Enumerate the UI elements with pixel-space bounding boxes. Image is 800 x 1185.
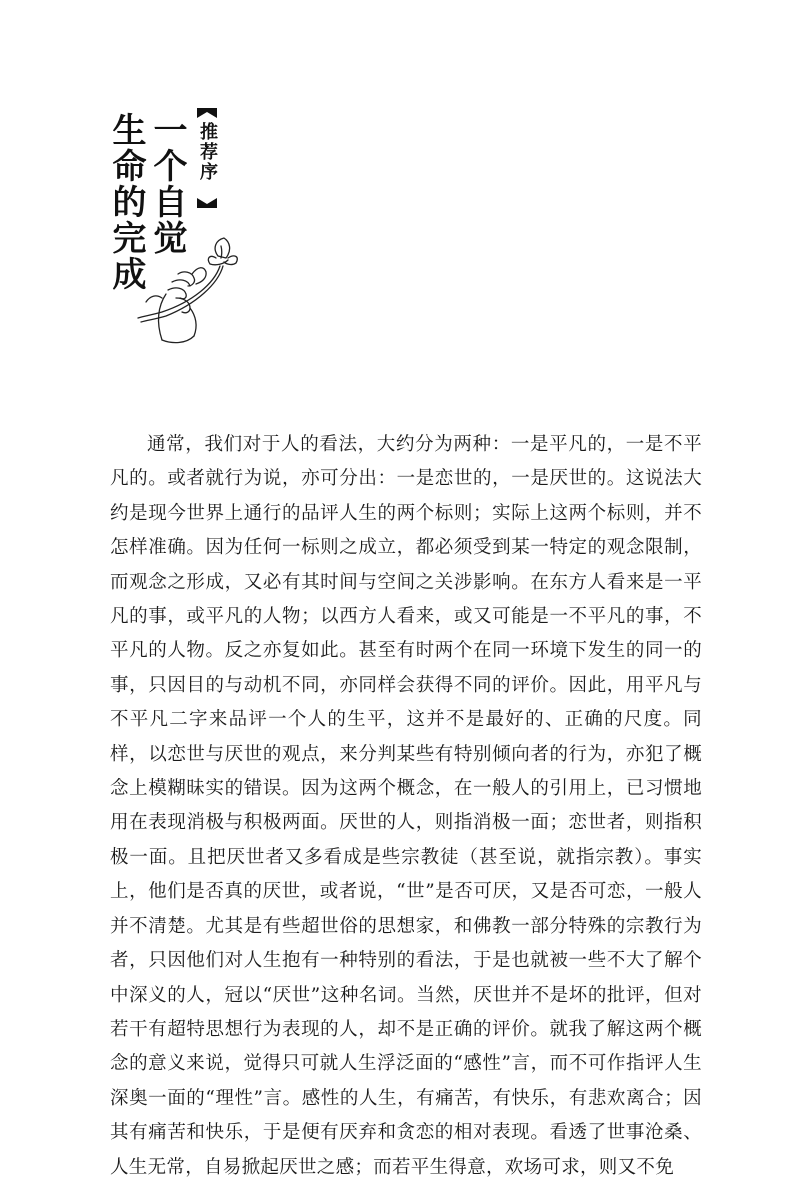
title-line-1: 一个自觉 <box>147 112 187 256</box>
body-paragraph: 通常，我们对于人的看法，大约分为两种：一是平凡的，一是不平凡的。或者就行为说，亦可分出：一是恋世的，一是厌世的。这说法大约是现今世界上通行的品评人生的两个标则；实际上这两个标则，并不怎样准确。因为任何一标则之成立，都必须受到某一特定的观念限制，而观念之形成，又必有其时间与空间之关涉影响。在东方人看来是一平凡的事，或平凡的人物；以西方人看来，或又可能是一不平凡的事，不平凡的人物。反之亦复如此。甚至有时两个在同一环境下发生的同一的事，只因目的与动机不同，亦同样会获得不同的评价。因此，用平凡与不平凡二字来品评一个人的生平，这并不是最好的、正确的尺度。同样，以恋世与厌世的观点，来分判某些有特别倾向者的行为，亦犯了概念上模糊昧实的错误。因为这两个概念，在一般人的引用上，已习惯地用在表现消极与积极两面。厌世的人，则指消极一面；恋世者，则指积极一面。且把厌世者又多看成是些宗教徒（甚至说，就指宗教）。事实上，他们是否真的厌世，或者说，“世”是否可厌，又是否可恋，一般人并不清楚。尤其是有些超世俗的思想家，和佛教一部分特殊的宗教行为者，只因他们对人生抱有一种特别的看法，于是也就被一些不大了解个中深义的人，冠以“厌世”这种名词。当然，厌世并不是坏的批评，但对若干有超特思想行为表现的人，却不是正确的评价。就我了解这两个概念的意义来说，觉得只可就人生浮泛面的“感性”言，而不可作指评人生深奥一面的“理性”言。感性的人生，有痛苦，有快乐，有悲欢离合；因其有痛苦和快乐，于是便有厌弃和贪恋的相对表现。看透了世事沧桑、人生无常，自易掀起厌世之感；而若平生得意，欢场可求，则又不免 <box>110 434 702 1178</box>
bracket-bottom-icon <box>197 198 217 208</box>
recommendation-label-text: 推荐序 <box>197 122 218 182</box>
title-line-2: 生命的完成 <box>106 112 146 292</box>
hand-holding-lotus-icon <box>132 236 250 346</box>
bracket-top-icon <box>197 108 217 118</box>
recommendation-label <box>194 108 220 208</box>
